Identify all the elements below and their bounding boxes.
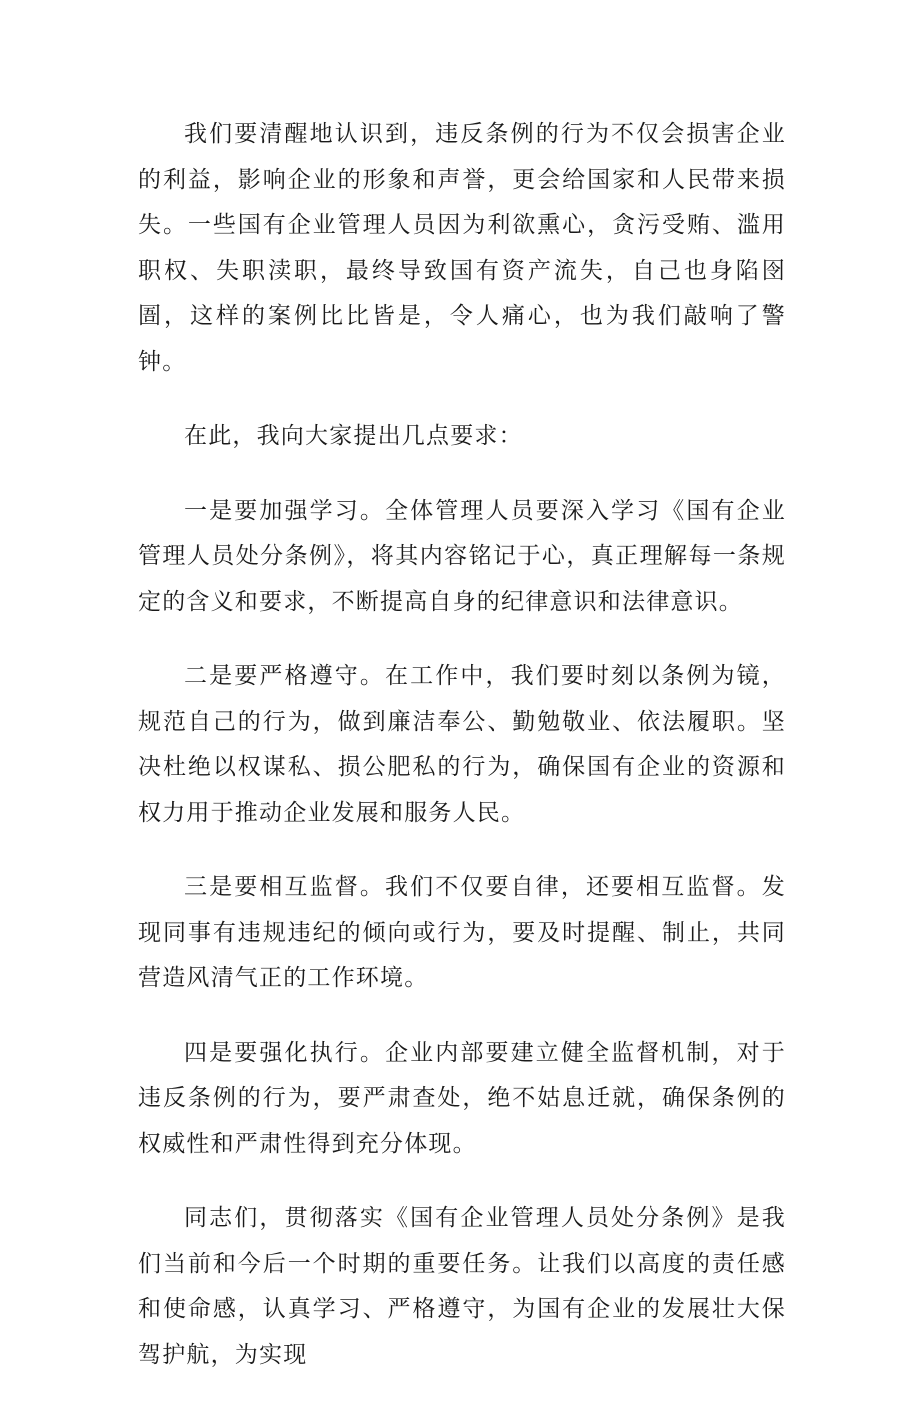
paragraph-requirement-enforce: 四是要强化执行。企业内部要建立健全监督机制，对于违反条例的行为，要严肃查处，绝不姑息迁就，确保条例的权威性和严肃性得到充分体现。 bbox=[138, 1039, 786, 1157]
paragraph-requirement-comply: 二是要严格遵守。在工作中，我们要时刻以条例为镜，规范自己的行为，做到廉洁奉公、勤勉敬业、依法履职。坚决杜绝以权谋私、损公肥私的行为，确保国有企业的资源和权力用于推动企业发展和服务人民。 bbox=[138, 663, 786, 826]
paragraph-consequences: 我们要清醒地认识到，违反条例的行为不仅会损害企业的利益，影响企业的形象和声誉，更会给国家和人民带来损失。一些国有企业管理人员因为利欲熏心，贪污受贿、滥用职权、失职渎职，最终导致国有资产流失，自己也身陷囹圄，这样的案例比比皆是，令人痛心，也为我们敲响了警钟。 bbox=[138, 121, 786, 375]
paragraph-requirement-supervise: 三是要相互监督。我们不仅要自律，还要相互监督。发现同事有违规违纪的倾向或行为，要及时提醒、制止，共同营造风清气正的工作环境。 bbox=[138, 874, 786, 991]
paragraph-conclusion: 同志们，贯彻落实《国有企业管理人员处分条例》是我们当前和今后一个时期的重要任务。让我们以高度的责任感和使命感，认真学习、严格遵守，为国有企业的发展壮大保驾护航，为实现 bbox=[138, 1205, 786, 1368]
paragraph-requirements-intro: 在此，我向大家提出几点要求： bbox=[184, 423, 523, 449]
paragraph-requirement-study: 一是要加强学习。全体管理人员要深入学习《国有企业管理人员处分条例》，将其内容铭记于心，真正理解每一条规定的含义和要求，不断提高自身的纪律意识和法律意识。 bbox=[138, 497, 786, 615]
document-body bbox=[138, 112, 786, 1407]
